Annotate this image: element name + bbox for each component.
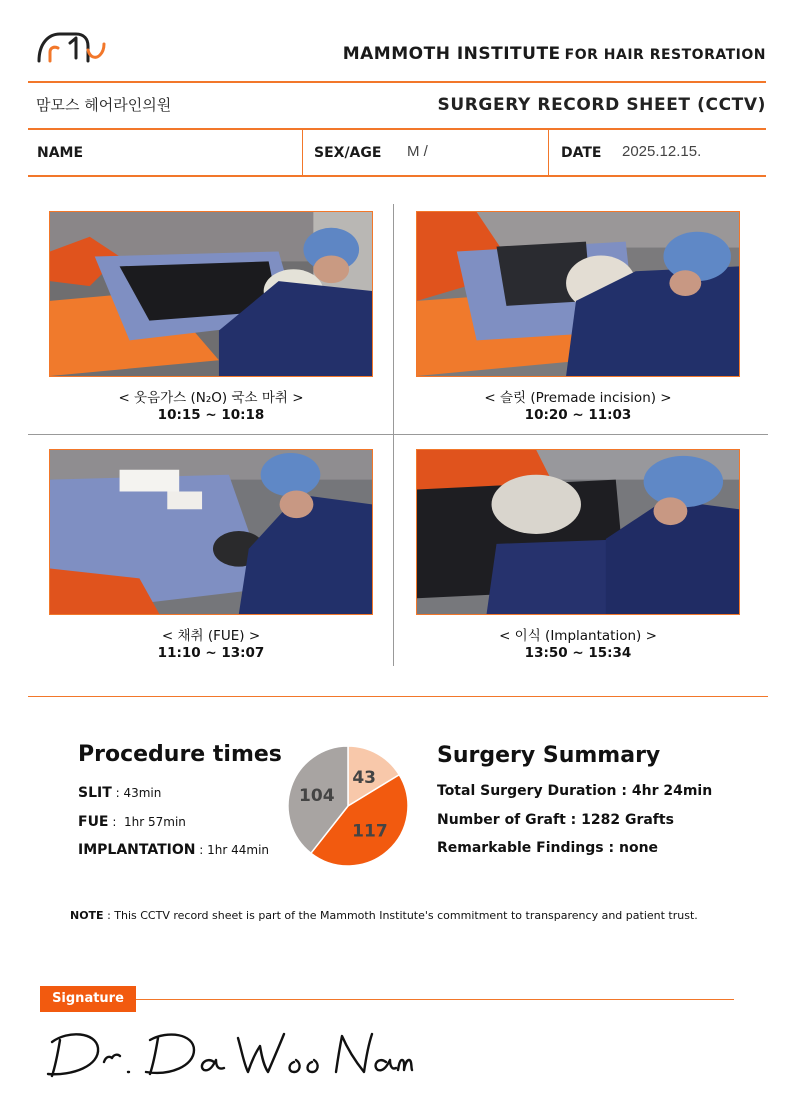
procedure-row-implantation <box>78 839 269 858</box>
procedure-sep: : <box>108 815 124 829</box>
pie-slice-label: 117 <box>352 821 388 842</box>
caption-implantation <box>416 624 740 661</box>
step-time: 10:20 ~ 11:03 <box>524 407 632 423</box>
step-title: < 웃음가스 (N₂O) 국소 마취 > <box>118 390 304 406</box>
procedure-value: 1hr 57min <box>124 815 186 829</box>
procedure-row-slit <box>78 782 161 801</box>
procedure-label: SLIT <box>78 785 112 801</box>
date-label: DATE <box>561 145 602 161</box>
procedure-sep: : <box>111 786 124 800</box>
step-time: 13:50 ~ 15:34 <box>524 645 632 661</box>
signature-line <box>136 999 734 1000</box>
sex-age-label: SEX/AGE <box>314 145 382 161</box>
step-title: < 슬릿 (Premade incision) > <box>484 390 672 406</box>
note <box>70 909 698 922</box>
sheet-title: SURGERY RECORD SHEET (CCTV) <box>437 95 766 115</box>
caption-slit <box>416 386 740 423</box>
procedure-value: 43min <box>123 786 162 800</box>
procedure-pie-chart <box>286 744 410 868</box>
grid-divider-vertical <box>393 204 394 666</box>
divider <box>548 129 549 176</box>
note-label: NOTE <box>70 909 104 922</box>
caption-fue <box>49 624 373 661</box>
divider <box>302 129 303 176</box>
grid-divider-horizontal <box>28 434 768 435</box>
procedure-label: IMPLANTATION <box>78 842 196 858</box>
surgery-summary-title: Surgery Summary <box>437 743 661 768</box>
divider <box>28 696 768 697</box>
summary-findings: Remarkable Findings : none <box>437 840 659 856</box>
caption-anesthesia <box>49 386 373 423</box>
step-time: 11:10 ~ 13:07 <box>157 645 265 661</box>
pie-slice-label: 104 <box>299 786 335 807</box>
brand-title <box>343 44 766 64</box>
date-value: 2025.12.15. <box>622 143 702 160</box>
divider <box>28 128 766 130</box>
clinic-name: 맘모스 헤어라인의원 <box>36 96 172 114</box>
sex-age-value: M / <box>407 143 428 160</box>
summary-graft-count: Number of Graft : 1282 Grafts <box>437 812 674 828</box>
summary-duration: Total Surgery Duration : 4hr 24min <box>437 783 713 799</box>
note-text: : This CCTV record sheet is part of the Mammoth Institute's commitment to transparency and patient trust. <box>103 909 698 922</box>
photo-slit <box>416 211 740 377</box>
divider <box>28 175 766 177</box>
photo-fue <box>49 449 373 615</box>
brand-sub: FOR HAIR RESTORATION <box>564 47 766 63</box>
procedure-label: FUE <box>78 814 109 830</box>
handwritten-signature <box>38 1022 418 1086</box>
procedure-row-fue <box>78 811 186 830</box>
signature-badge: Signature <box>40 986 136 1012</box>
brand-main: MAMMOTH INSTITUTE <box>342 44 561 64</box>
mammoth-logo-icon <box>36 28 108 64</box>
procedure-sep: : <box>195 843 208 857</box>
name-label: NAME <box>37 145 84 161</box>
pie-slice-label: 43 <box>352 768 376 789</box>
photo-anesthesia <box>49 211 373 377</box>
procedure-value: 1hr 44min <box>207 843 270 857</box>
step-time: 10:15 ~ 10:18 <box>157 407 265 423</box>
divider <box>28 81 766 83</box>
step-title: < 채취 (FUE) > <box>161 628 261 644</box>
step-title: < 이식 (Implantation) > <box>499 628 657 644</box>
photo-implantation <box>416 449 740 615</box>
procedure-times-title: Procedure times <box>78 742 282 767</box>
